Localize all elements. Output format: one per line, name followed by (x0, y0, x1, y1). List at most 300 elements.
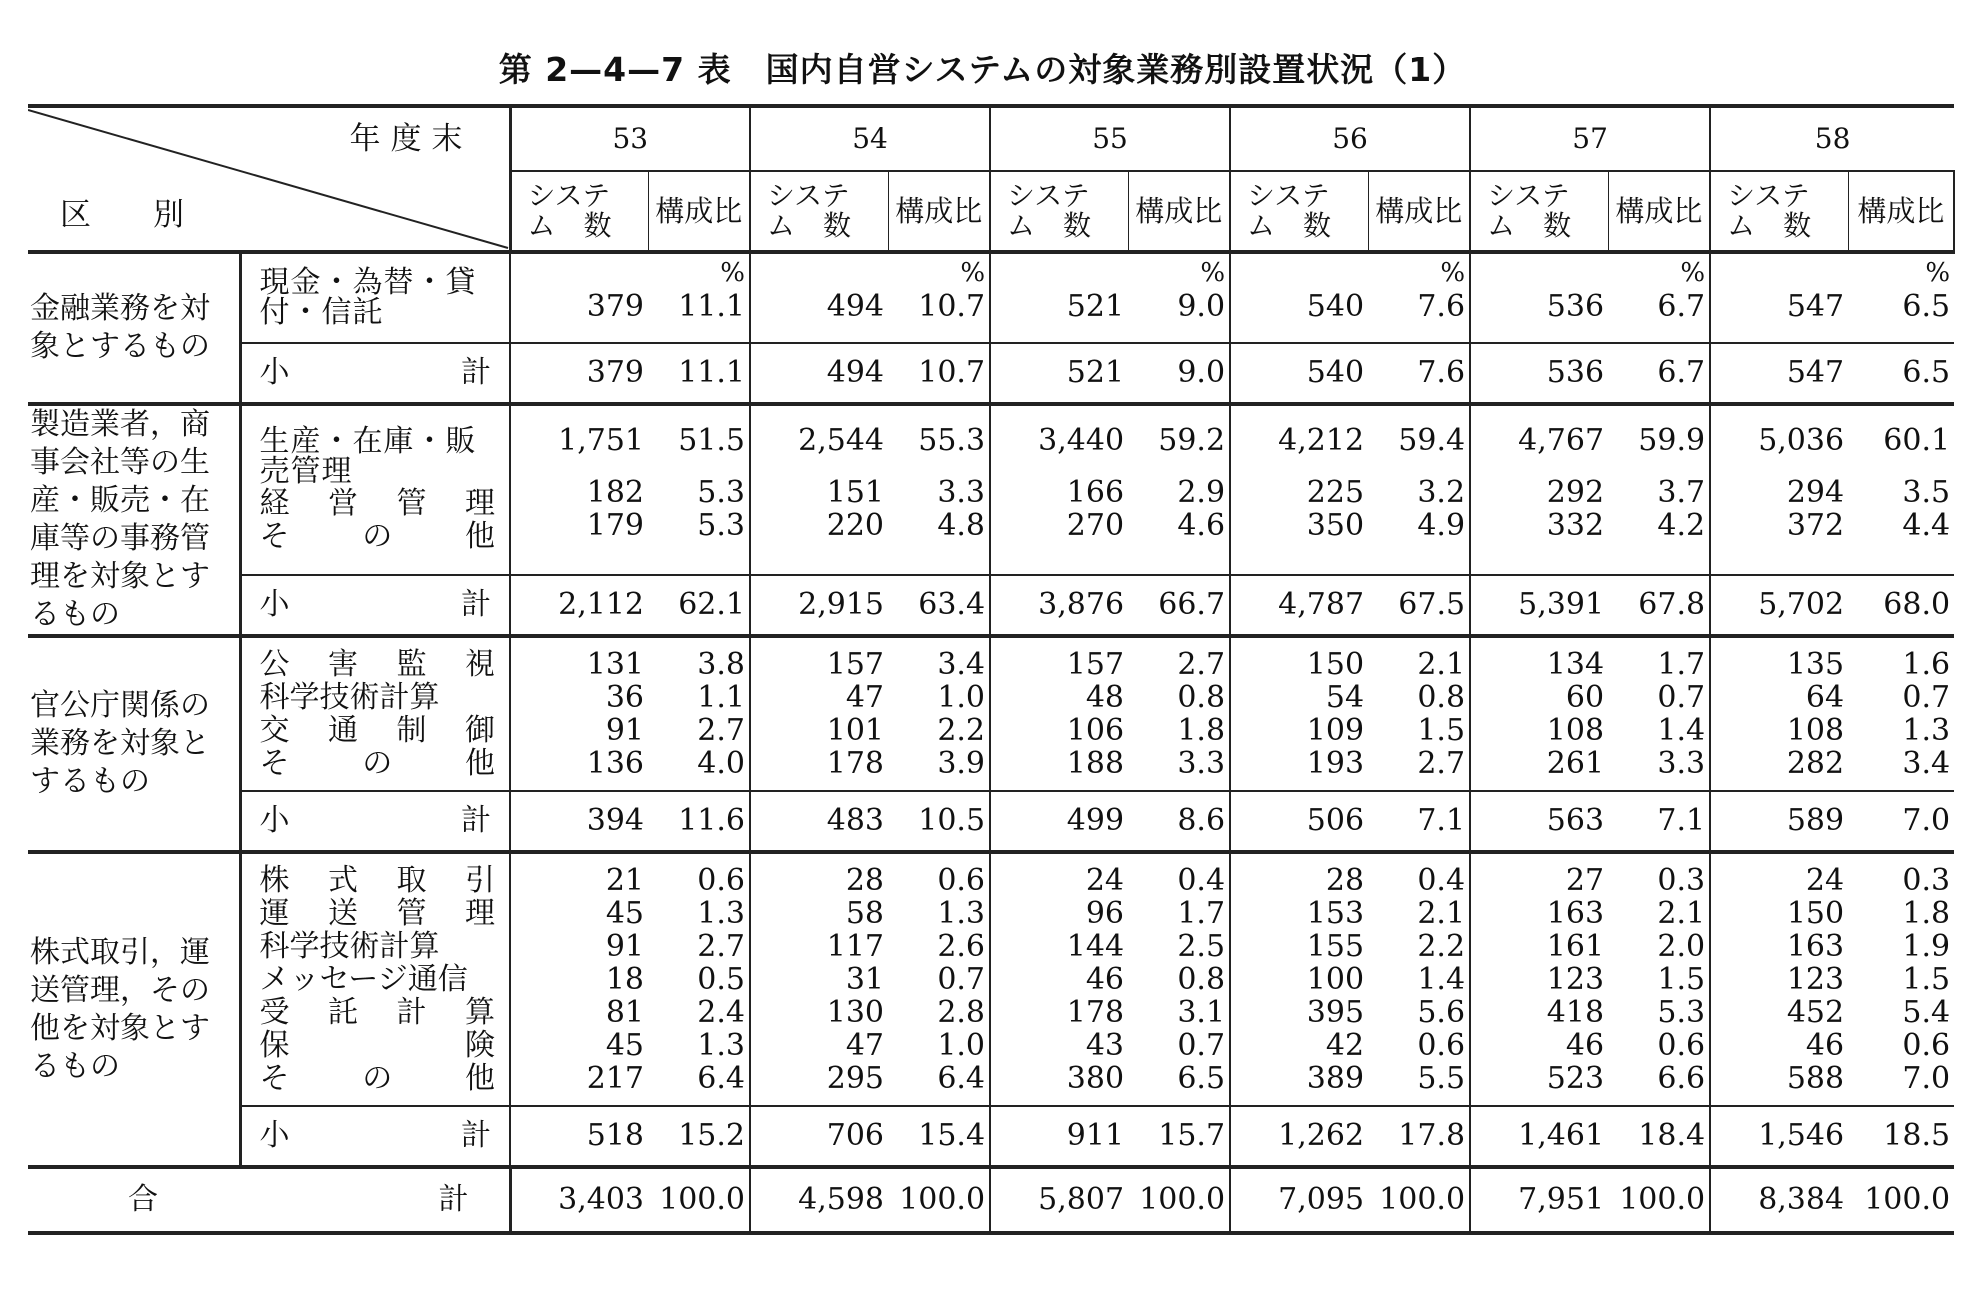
ratio-value: 2.1 (1417, 896, 1466, 931)
ratio-value: 0.8 (1177, 962, 1226, 997)
ratio-value: 6.4 (937, 1061, 986, 1096)
ratio-col-58 (1848, 404, 1954, 575)
ratio-value: 3.8 (697, 647, 746, 682)
subtotal-ratio: 62.1 (648, 575, 750, 636)
system-count: 135 (1786, 647, 1845, 682)
item-label: 科学技術計算 (259, 929, 440, 964)
ratio-value: 51.5 (678, 423, 746, 458)
col-ratio-56: 構成比 (1368, 171, 1470, 252)
ratio-col-53 (648, 852, 750, 1106)
item-label: そ の 他 (259, 1061, 495, 1096)
corner-label-category: 区 別 (60, 197, 184, 233)
ratio-value: 0.7 (937, 962, 986, 997)
ratio-value: 0.3 (1902, 863, 1951, 898)
col-system-line2: ム 数 (1727, 209, 1812, 242)
system-count: 153 (1306, 896, 1365, 931)
system-count: 58 (845, 896, 885, 931)
col-ratio-55: 構成比 (1128, 171, 1230, 252)
system-count: 166 (1066, 475, 1125, 510)
ratio-value: 9.0 (1177, 289, 1226, 324)
item-label: 運 送 管 理 (259, 896, 495, 931)
item-label: 現金・為替・貸付・信託 (259, 265, 477, 330)
ratio-value: 1.9 (1902, 929, 1951, 964)
system-count-col-56 (1230, 404, 1368, 575)
system-count: 523 (1546, 1061, 1605, 1096)
ratio-value: 0.5 (697, 962, 746, 997)
col-system-count-56 (1230, 171, 1368, 252)
system-count-col-54 (750, 404, 888, 575)
ratio-value: 0.7 (1902, 680, 1951, 715)
system-count-col-57 (1470, 636, 1608, 791)
ratio-value: 59.2 (1158, 423, 1226, 458)
year-header-54: 54 (750, 106, 990, 171)
ratio-col-57 (1608, 852, 1710, 1106)
subtotal-ratio: 11.6 (648, 791, 750, 852)
system-count: 588 (1786, 1061, 1845, 1096)
system-count: 150 (1786, 896, 1845, 931)
system-count: 225 (1306, 475, 1365, 510)
ratio-value: 10.7 (918, 289, 986, 324)
total-system-count: 7,951 (1470, 1167, 1608, 1233)
system-count: 54 (1325, 680, 1365, 715)
ratio-value: 6.7 (1657, 289, 1706, 324)
ratio-col-58 (1848, 852, 1954, 1106)
system-count: 46 (1805, 1028, 1845, 1063)
subtotal-system-count: 1,461 (1470, 1106, 1608, 1167)
system-count: 372 (1786, 508, 1845, 543)
ratio-value: 2.7 (697, 713, 746, 748)
ratio-value: 2.7 (697, 929, 746, 964)
year-header-53: 53 (510, 106, 750, 171)
ratio-value: 1.5 (1417, 713, 1466, 748)
ratio-value: 1.1 (697, 680, 746, 715)
subtotal-system-count: 518 (510, 1106, 648, 1167)
system-count: 21 (605, 863, 644, 898)
ratio-value: 6.5 (1177, 1061, 1226, 1096)
system-count: 123 (1546, 962, 1605, 997)
system-count: 123 (1786, 962, 1845, 997)
ratio-value: 59.4 (1398, 423, 1466, 458)
col-system-line1: システ (527, 179, 611, 212)
ratio-value: 0.7 (1657, 680, 1706, 715)
subtotal-ratio: 18.5 (1848, 1106, 1954, 1167)
ratio-value: 5.4 (1902, 995, 1951, 1030)
subtotal-system-count: 483 (750, 791, 888, 852)
header-row-years (28, 106, 1954, 171)
ratio-value: 3.9 (937, 746, 986, 781)
total-ratio: 100.0 (648, 1167, 750, 1233)
system-count-col-53 (510, 404, 648, 575)
ratio-value: 0.3 (1657, 863, 1706, 898)
percent-sign: % (960, 258, 986, 288)
system-count: 46 (1565, 1028, 1605, 1063)
system-count: 101 (826, 713, 885, 748)
ratio-value: 7.0 (1902, 1061, 1951, 1096)
ratio-value: 2.2 (1417, 929, 1466, 964)
percent-sign: % (1680, 258, 1706, 288)
ratio-value: 2.4 (697, 995, 746, 1030)
system-count: 217 (586, 1061, 644, 1096)
col-ratio-53: 構成比 (648, 171, 750, 252)
system-count: 100 (1306, 962, 1365, 997)
total-row (28, 1167, 1954, 1233)
system-count-col-53 (510, 636, 648, 791)
year-header-56: 56 (1230, 106, 1470, 171)
system-count: 108 (1786, 713, 1845, 748)
system-count: 157 (826, 647, 885, 682)
table-row (28, 252, 1954, 343)
ratio-value: 2.5 (1177, 929, 1226, 964)
ratio-value: 59.9 (1638, 423, 1706, 458)
ratio-value: 0.4 (1417, 863, 1466, 898)
ratio-value: 1.4 (1657, 713, 1706, 748)
ratio-col-54 (888, 404, 990, 575)
ratio-col-56 (1368, 636, 1470, 791)
subtotal-label-text: 小 計 (259, 803, 491, 838)
system-count: 60 (1565, 680, 1605, 715)
table-title: 第 2—4—7 表 国内自営システムの対象業務別設置状況（1） (498, 50, 1467, 89)
col-system-count-53 (510, 171, 648, 252)
ratio-value: 1.3 (1902, 713, 1951, 748)
item-label: 交 通 制 御 (259, 713, 495, 748)
system-count-col-58 (1710, 636, 1848, 791)
corner-cell (28, 106, 510, 252)
item-label: そ の 他 (259, 746, 495, 781)
system-count: 178 (826, 746, 885, 781)
item-labels (240, 852, 510, 1106)
subtotal-ratio: 6.5 (1848, 343, 1954, 404)
ratio-value: 2.1 (1417, 647, 1466, 682)
subtotal-system-count: 706 (750, 1106, 888, 1167)
ratio-value: 0.7 (1177, 1028, 1226, 1063)
subtotal-system-count: 536 (1470, 343, 1608, 404)
group-label: 金融業務を対象とするもの (28, 252, 240, 404)
ratio-value: 1.3 (937, 896, 986, 931)
subtotal-system-count: 5,702 (1710, 575, 1848, 636)
system-count-col-56 (1230, 252, 1368, 343)
table-row (28, 852, 1954, 1106)
corner-label-year: 年度末 (349, 121, 473, 157)
ratio-value: 2.1 (1657, 896, 1706, 931)
subtotal-ratio: 67.8 (1608, 575, 1710, 636)
ratio-value: 1.3 (697, 896, 746, 931)
total-system-count: 8,384 (1710, 1167, 1848, 1233)
item-label: そ の 他 (259, 519, 495, 554)
subtotal-system-count: 521 (990, 343, 1128, 404)
system-count-col-54 (750, 852, 888, 1106)
ratio-value: 1.8 (1177, 713, 1226, 748)
system-count: 91 (605, 713, 644, 748)
system-count: 131 (586, 647, 644, 682)
ratio-value: 6.6 (1657, 1061, 1706, 1096)
system-count-col-56 (1230, 636, 1368, 791)
ratio-value: 3.4 (937, 647, 986, 682)
table-row (28, 404, 1954, 575)
subtotal-system-count: 2,915 (750, 575, 888, 636)
subtotal-system-count: 911 (990, 1106, 1128, 1167)
ratio-col-54 (888, 252, 990, 343)
ratio-value: 1.7 (1177, 896, 1226, 931)
ratio-value: 3.2 (1417, 475, 1466, 510)
ratio-value: 1.5 (1657, 962, 1706, 997)
system-count: 130 (826, 995, 885, 1030)
col-system-line1: システ (1727, 179, 1810, 212)
ratio-col-55 (1128, 404, 1230, 575)
subtotal-system-count: 1,546 (1710, 1106, 1848, 1167)
subtotal-ratio: 15.2 (648, 1106, 750, 1167)
ratio-value: 3.3 (1177, 746, 1226, 781)
system-count: 48 (1085, 680, 1125, 715)
total-ratio: 100.0 (1608, 1167, 1710, 1233)
ratio-value: 7.6 (1417, 289, 1466, 324)
table-row (28, 636, 1954, 791)
system-count: 3,440 (1038, 423, 1125, 458)
system-count: 117 (826, 929, 885, 964)
item-label: 科学技術計算 (259, 680, 440, 715)
subtotal-label-text: 小 計 (259, 1118, 491, 1153)
system-count-col-53 (510, 852, 648, 1106)
subtotal-ratio: 6.7 (1608, 343, 1710, 404)
subtotal-system-count: 379 (510, 343, 648, 404)
ratio-col-55 (1128, 252, 1230, 343)
system-count-col-55 (990, 636, 1128, 791)
col-system-line2: ム 数 (767, 209, 852, 242)
system-count: 182 (586, 475, 644, 510)
ratio-value: 5.3 (697, 475, 746, 510)
col-system-line1: システ (767, 179, 850, 212)
total-label-right: 計 (438, 1182, 469, 1217)
subtotal-ratio: 15.7 (1128, 1106, 1230, 1167)
ratio-col-56 (1368, 404, 1470, 575)
system-count: 144 (1066, 929, 1125, 964)
ratio-col-58 (1848, 252, 1954, 343)
total-system-count: 7,095 (1230, 1167, 1368, 1233)
subtotal-system-count: 5,391 (1470, 575, 1608, 636)
ratio-value: 0.8 (1177, 680, 1226, 715)
ratio-value: 3.5 (1902, 475, 1951, 510)
ratio-value: 1.4 (1417, 962, 1466, 997)
ratio-value: 3.1 (1177, 995, 1226, 1030)
system-count: 157 (1066, 647, 1125, 682)
col-system-line2: ム 数 (1007, 209, 1092, 242)
system-count: 4,767 (1518, 423, 1605, 458)
system-count: 395 (1306, 995, 1365, 1030)
system-count: 188 (1066, 746, 1125, 781)
subtotal-ratio: 10.5 (888, 791, 990, 852)
item-label: 生産・在庫・販売管理 (259, 424, 477, 489)
total-label-text (28, 1183, 509, 1217)
year-header-57: 57 (1470, 106, 1710, 171)
subtotal-system-count: 547 (1710, 343, 1848, 404)
col-system-line1: システ (1007, 179, 1090, 212)
ratio-col-56 (1368, 852, 1470, 1106)
subtotal-system-count: 506 (1230, 791, 1368, 852)
col-system-line2: ム 数 (1487, 209, 1572, 242)
subtotal-ratio: 7.1 (1608, 791, 1710, 852)
system-count: 452 (1786, 995, 1845, 1030)
ratio-value: 5.3 (1657, 995, 1706, 1030)
subtotal-ratio: 7.0 (1848, 791, 1954, 852)
ratio-value: 2.7 (1417, 746, 1466, 781)
system-count-col-55 (990, 252, 1128, 343)
system-count-col-55 (990, 852, 1128, 1106)
col-system-count-58 (1710, 171, 1848, 252)
ratio-col-57 (1608, 404, 1710, 575)
system-count-col-57 (1470, 852, 1608, 1106)
system-count: 282 (1786, 746, 1845, 781)
system-count: 161 (1546, 929, 1605, 964)
system-count-col-53 (510, 252, 648, 343)
ratio-value: 60.1 (1883, 423, 1951, 458)
system-count: 106 (1066, 713, 1125, 748)
system-count: 28 (1325, 863, 1365, 898)
subtotal-ratio: 7.6 (1368, 343, 1470, 404)
col-system-line1: システ (1487, 179, 1570, 212)
system-count: 193 (1306, 746, 1365, 781)
item-label: 経 営 管 理 (259, 486, 495, 521)
system-count: 155 (1306, 929, 1365, 964)
subtotal-ratio: 66.7 (1128, 575, 1230, 636)
system-count-col-58 (1710, 404, 1848, 575)
ratio-col-54 (888, 852, 990, 1106)
ratio-value: 0.8 (1417, 680, 1466, 715)
ratio-value: 1.5 (1902, 962, 1951, 997)
subtotal-row (28, 1106, 1954, 1167)
subtotal-system-count: 499 (990, 791, 1128, 852)
system-count: 151 (826, 475, 885, 510)
ratio-value: 1.6 (1902, 647, 1951, 682)
subtotal-system-count: 494 (750, 343, 888, 404)
subtotal-ratio: 11.1 (648, 343, 750, 404)
ratio-value: 1.7 (1657, 647, 1706, 682)
total-ratio: 100.0 (1848, 1167, 1954, 1233)
col-system-line2: ム 数 (527, 209, 612, 242)
system-count-col-57 (1470, 404, 1608, 575)
subtotal-row (28, 791, 1954, 852)
system-count: 179 (586, 508, 644, 543)
system-count: 294 (1786, 475, 1845, 510)
ratio-value: 2.7 (1177, 647, 1226, 682)
percent-sign: % (1200, 258, 1226, 288)
ratio-value: 0.6 (1417, 1028, 1466, 1063)
system-count: 136 (586, 746, 644, 781)
system-count: 418 (1546, 995, 1605, 1030)
ratio-value: 4.6 (1177, 508, 1226, 543)
system-count: 18 (605, 962, 644, 997)
ratio-value: 4.0 (697, 746, 746, 781)
system-count-col-58 (1710, 252, 1848, 343)
col-system-line2: ム 数 (1247, 209, 1332, 242)
system-count: 332 (1546, 508, 1605, 543)
system-count: 150 (1306, 647, 1365, 682)
col-system-count-55 (990, 171, 1128, 252)
system-count: 109 (1306, 713, 1365, 748)
total-ratio: 100.0 (888, 1167, 990, 1233)
ratio-value: 5.6 (1417, 995, 1466, 1030)
ratio-value: 2.0 (1657, 929, 1706, 964)
total-ratio: 100.0 (1128, 1167, 1230, 1233)
system-count: 547 (1786, 289, 1845, 324)
system-count: 108 (1546, 713, 1605, 748)
system-count: 47 (845, 680, 885, 715)
ratio-value: 0.4 (1177, 863, 1226, 898)
item-labels (240, 404, 510, 575)
system-count: 81 (605, 995, 644, 1030)
system-count-col-54 (750, 252, 888, 343)
subtotal-system-count: 2,112 (510, 575, 648, 636)
subtotal-system-count: 563 (1470, 791, 1608, 852)
ratio-value: 5.5 (1417, 1061, 1466, 1096)
ratio-col-56 (1368, 252, 1470, 343)
ratio-col-57 (1608, 636, 1710, 791)
subtotal-ratio: 15.4 (888, 1106, 990, 1167)
item-label: 保 険 (259, 1028, 495, 1063)
group-label: 官公庁関係の業務を対象とするもの (28, 636, 240, 852)
ratio-value: 2.2 (937, 713, 986, 748)
ratio-value: 6.4 (697, 1061, 746, 1096)
subtotal-system-count: 589 (1710, 791, 1848, 852)
total-system-count: 5,807 (990, 1167, 1128, 1233)
system-count: 163 (1546, 896, 1605, 931)
system-count: 540 (1306, 289, 1365, 324)
system-count: 42 (1325, 1028, 1365, 1063)
system-count-col-55 (990, 404, 1128, 575)
subtotal-ratio: 7.1 (1368, 791, 1470, 852)
subtotal-ratio: 63.4 (888, 575, 990, 636)
subtotal-system-count: 1,262 (1230, 1106, 1368, 1167)
system-count: 536 (1546, 289, 1605, 324)
group-label: 製造業者，商事会社等の生産・販売・在庫等の事務管理を対象とするもの (28, 404, 240, 636)
year-header-55: 55 (990, 106, 1230, 171)
ratio-col-54 (888, 636, 990, 791)
ratio-col-53 (648, 404, 750, 575)
system-count: 261 (1546, 746, 1605, 781)
subtotal-ratio: 18.4 (1608, 1106, 1710, 1167)
ratio-col-57 (1608, 252, 1710, 343)
subtotal-label-text: 小 計 (259, 355, 491, 390)
ratio-col-53 (648, 252, 750, 343)
ratio-value: 2.9 (1177, 475, 1226, 510)
system-count: 43 (1085, 1028, 1125, 1063)
system-count: 494 (826, 289, 885, 324)
subtotal-ratio: 9.0 (1128, 343, 1230, 404)
system-count: 220 (826, 508, 885, 543)
subtotal-ratio: 17.8 (1368, 1106, 1470, 1167)
system-count: 134 (1546, 647, 1605, 682)
system-count: 389 (1306, 1061, 1365, 1096)
item-labels (240, 252, 510, 343)
system-count: 270 (1066, 508, 1125, 543)
col-ratio-54: 構成比 (888, 171, 990, 252)
ratio-value: 4.8 (937, 508, 986, 543)
ratio-value: 1.8 (1902, 896, 1951, 931)
total-system-count: 4,598 (750, 1167, 888, 1233)
col-system-count-54 (750, 171, 888, 252)
ratio-value: 1.3 (697, 1028, 746, 1063)
group-label: 株式取引，運送管理，その他を対象とするもの (28, 852, 240, 1167)
system-count-col-58 (1710, 852, 1848, 1106)
ratio-col-58 (1848, 636, 1954, 791)
subtotal-ratio: 68.0 (1848, 575, 1954, 636)
system-count: 379 (586, 289, 644, 324)
ratio-col-53 (648, 636, 750, 791)
subtotal-label-text: 小 計 (259, 587, 491, 622)
subtotal-system-count: 394 (510, 791, 648, 852)
system-count-col-56 (1230, 852, 1368, 1106)
system-count: 1,751 (558, 423, 644, 458)
system-count: 24 (1085, 863, 1125, 898)
percent-sign: % (720, 258, 746, 288)
